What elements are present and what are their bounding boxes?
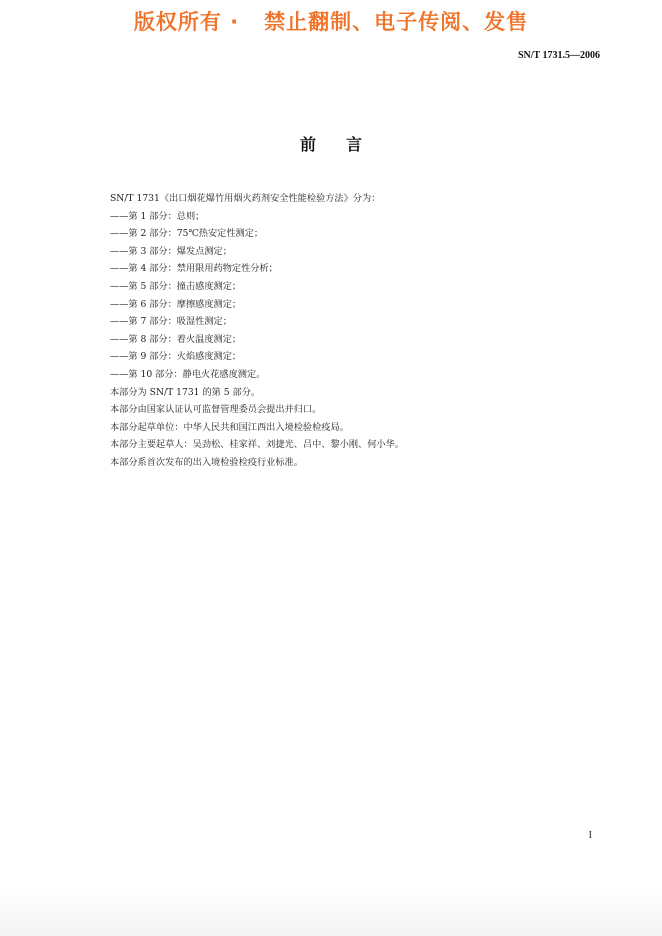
- part-item: ——第 3 部分：爆发点测定；: [110, 245, 232, 257]
- part-item: ——第 8 部分：着火温度测定；: [110, 333, 242, 345]
- statement-line: 本部分由国家认证认可监督管理委员会提出并归口。: [110, 404, 322, 416]
- part-item: ——第 1 部分：总则；: [110, 210, 205, 222]
- part-item: ——第 7 部分：吸湿性测定；: [110, 316, 232, 328]
- part-item: ——第 4 部分：禁用限用药物定性分析；: [110, 263, 278, 275]
- statement-line: 本部分主要起草人：吴劲松、桂家祥、刘捷光、吕中、黎小刚、何小华。: [110, 439, 404, 451]
- page-title: 前言: [299, 135, 392, 154]
- statement-line: 本部分为 SN/T 1731 的第 5 部分。: [110, 386, 261, 398]
- statement-line: 本部分系首次发布的出入境检验检疫行业标准。: [110, 456, 303, 468]
- copyright-watermark: 版权所有 · 禁止翻制、电子传阅、发售: [133, 10, 529, 34]
- part-item: ——第 10 部分：静电火花感度测定。: [110, 368, 266, 380]
- part-item: ——第 6 部分：摩擦感度测定；: [110, 298, 242, 310]
- foreword-body: [110, 190, 570, 472]
- part-item: ——第 5 部分：撞击感度测定；: [110, 280, 242, 292]
- part-item: ——第 9 部分：火焰感度测定；: [110, 351, 242, 363]
- standard-code: SN/T 1731.5—2006: [517, 50, 600, 61]
- page-number: I: [588, 830, 592, 841]
- statement-line: 本部分起草单位：中华人民共和国江西出入境检验检疫局。: [110, 421, 349, 433]
- part-item: ——第 2 部分：75℃热安定性测定；: [110, 228, 264, 240]
- intro-line: SN/T 1731《出口烟花爆竹用烟火药剂安全性能检验方法》分为：: [110, 193, 381, 204]
